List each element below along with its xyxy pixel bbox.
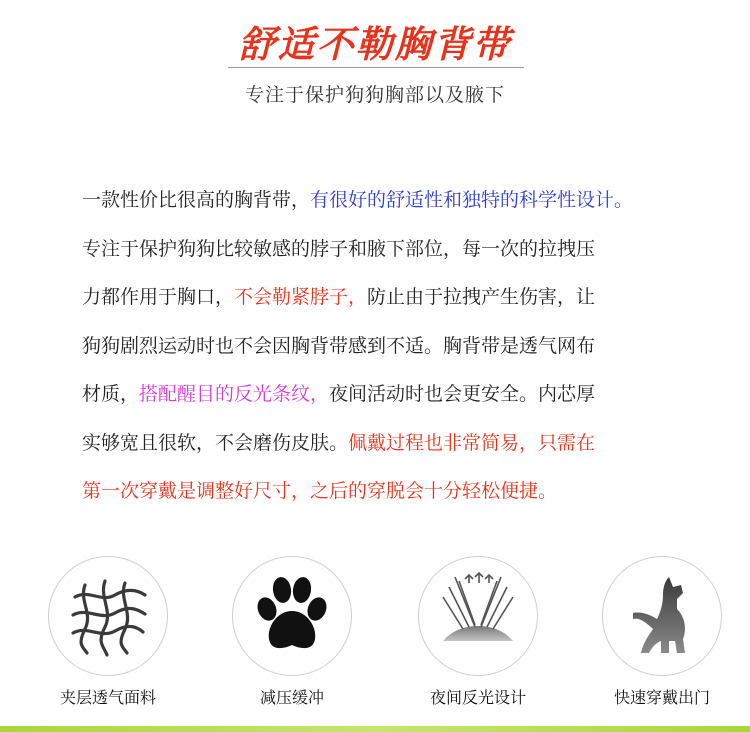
bottom-accent-bar	[0, 726, 750, 732]
description-segment: 有很好的舒适性和独特的科学性设计。	[310, 189, 634, 211]
description-segment: 实够宽且很软，不会磨伤皮肤。	[82, 431, 349, 454]
description-line	[82, 419, 742, 468]
paw-icon	[232, 556, 352, 676]
mesh-fabric-icon	[48, 556, 168, 676]
feature-label-cushion: 减压缓冲	[259, 688, 324, 707]
description-line	[82, 467, 742, 516]
dog-icon	[602, 556, 722, 676]
description-segment: 力都作用于胸口，	[82, 286, 235, 308]
description-segment: 夜间活动时也会更安全。内芯厚	[329, 383, 596, 405]
description-line	[82, 370, 742, 419]
description-segment: 佩戴过程也非常简易，只需在	[348, 431, 596, 454]
description-segment: 搭配醒目的反光条纹，	[139, 383, 330, 405]
description-segment: 材质，	[82, 383, 140, 405]
description-segment: 专注于保护狗狗比较敏感的脖子和腋下部位，每一次的拉拽压	[82, 237, 596, 260]
description-line	[82, 225, 742, 274]
description-segment: 防止由于拉拽产生伤害，让	[367, 286, 596, 308]
page-subtitle: 专注于保护狗狗胸部以及腋下	[244, 84, 505, 106]
title-divider	[228, 67, 524, 68]
feature-label-mesh: 夹层透气面料	[59, 688, 156, 707]
feature-label-reflect: 夜间反光设计	[429, 688, 526, 707]
description-segment: 不会勒紧脖子，	[234, 286, 368, 308]
feature-label-quick: 快速穿戴出门	[613, 688, 710, 707]
reflect-icon	[418, 556, 538, 676]
description-line	[82, 273, 742, 322]
description-block	[82, 176, 742, 516]
description-segment: 狗狗剧烈运动时也不会因胸背带感到不适。胸背带是透气网布	[82, 334, 596, 357]
description-line	[82, 322, 742, 371]
feature-row	[0, 548, 750, 718]
description-line	[82, 176, 742, 225]
page-title: 舒适不勒胸背带	[238, 23, 512, 66]
description-segment: 一款性价比很高的胸背带，	[82, 189, 311, 211]
description-segment: 第一次穿戴是调整好尺寸，之后的穿脱会十分轻松便捷。	[82, 480, 558, 502]
